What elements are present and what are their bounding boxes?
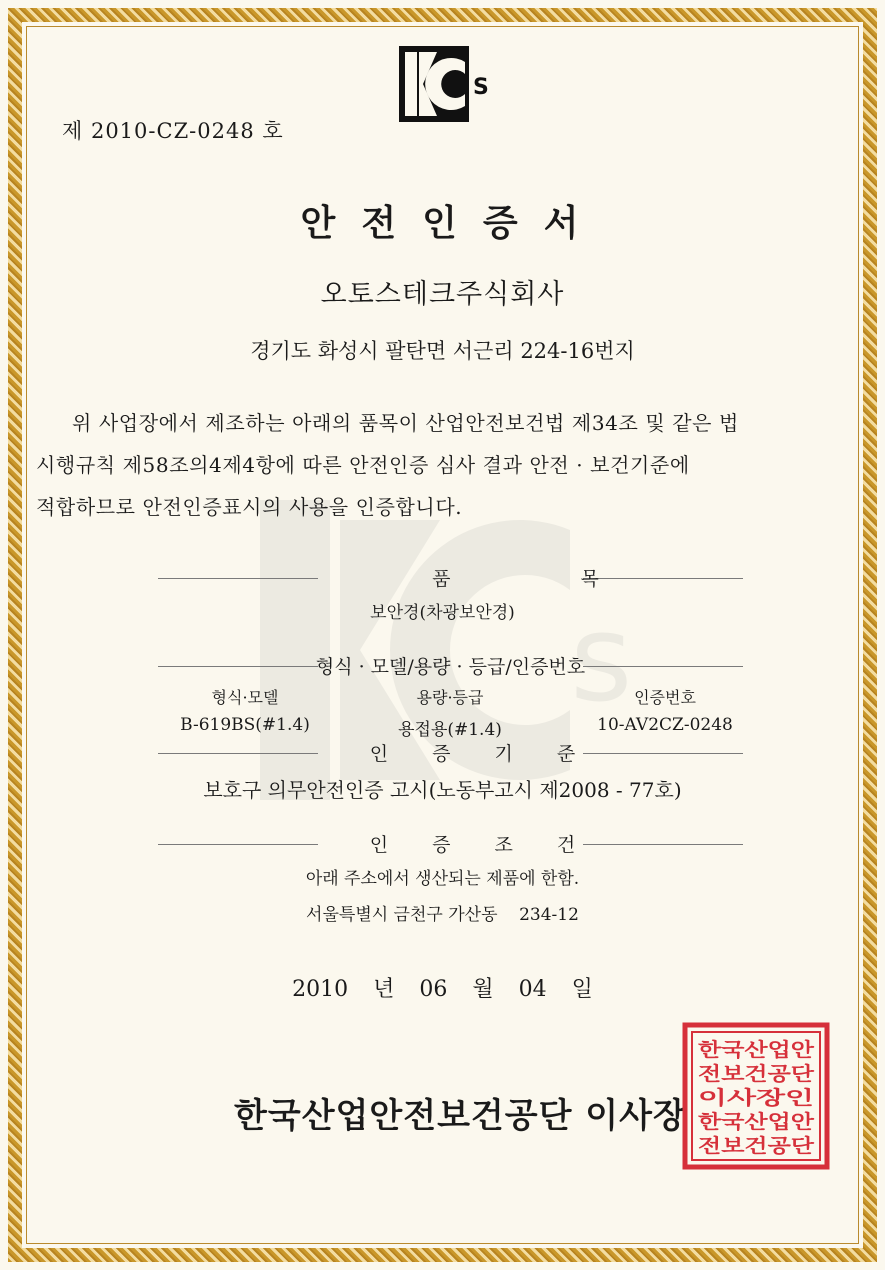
certificate-title: 안전인증서	[300, 202, 605, 244]
seal-glyph-row: 한국산업안	[698, 1111, 790, 1133]
section-heading-label: 인증조건	[369, 834, 620, 856]
model-value: B-619BS(#1.4)	[180, 715, 310, 735]
model-section-heading	[158, 652, 743, 680]
kc-mark-logo	[399, 46, 495, 122]
cert-number-value: 10-AV2CZ-0248	[597, 715, 733, 735]
seal-glyph-row: 전보건공단	[698, 1135, 790, 1157]
issuer-name: 한국산업안전보건공단 이사장	[234, 1096, 687, 1136]
section-heading-label: 인증기준	[369, 743, 620, 765]
condition-section-heading	[158, 830, 743, 858]
seal-glyph-row: 전보건공단	[698, 1063, 790, 1085]
issue-date: 2010 년 06 월 04 일	[292, 977, 593, 1002]
item-section-heading	[158, 564, 743, 592]
standard-value: 보호구 의무안전인증 고시(노동부고시 제2008 - 77호)	[203, 778, 682, 802]
statement-line: 적합하므로 안전인증표시의 사용을 인증합니다.	[36, 495, 463, 519]
logo-text: S	[473, 75, 489, 100]
item-value: 보안경(차광보안경)	[370, 603, 515, 623]
certificate-statement	[36, 402, 854, 528]
company-address: 경기도 화성시 팔탄면 서근리 224-16번지	[250, 339, 635, 363]
column-header-cert-number: 인증번호	[634, 688, 696, 707]
svg-text:s: s	[570, 590, 633, 729]
official-seal-stamp	[682, 1022, 830, 1170]
section-heading-label: 형식 · 모델/용량 · 등급/인증번호	[315, 656, 586, 678]
condition-address: 서울특별시 금천구 가산동 234-12	[306, 905, 579, 925]
standard-section-heading	[158, 739, 743, 767]
capacity-value: 용접용(#1.4)	[398, 720, 502, 740]
column-header-capacity: 용량·등급	[416, 688, 484, 707]
certificate-number: 제 2010-CZ-0248 호	[62, 119, 284, 143]
section-heading-label: 품목	[432, 568, 729, 590]
statement-line: 위 사업장에서 제조하는 아래의 품목이 산업안전보건법 제34조 및 같은 법	[72, 411, 739, 435]
seal-glyph-row: 이사장인	[698, 1087, 772, 1109]
company-name: 오토스테크주식회사	[320, 279, 565, 310]
statement-line: 시행규칙 제58조의4제4항에 따른 안전인증 심사 결과 안전 · 보건기준에	[36, 453, 690, 477]
column-header-model: 형식·모델	[211, 688, 279, 707]
seal-glyph-row: 한국산업안	[698, 1039, 790, 1061]
condition-line: 아래 주소에서 생산되는 제품에 한함.	[305, 869, 580, 889]
